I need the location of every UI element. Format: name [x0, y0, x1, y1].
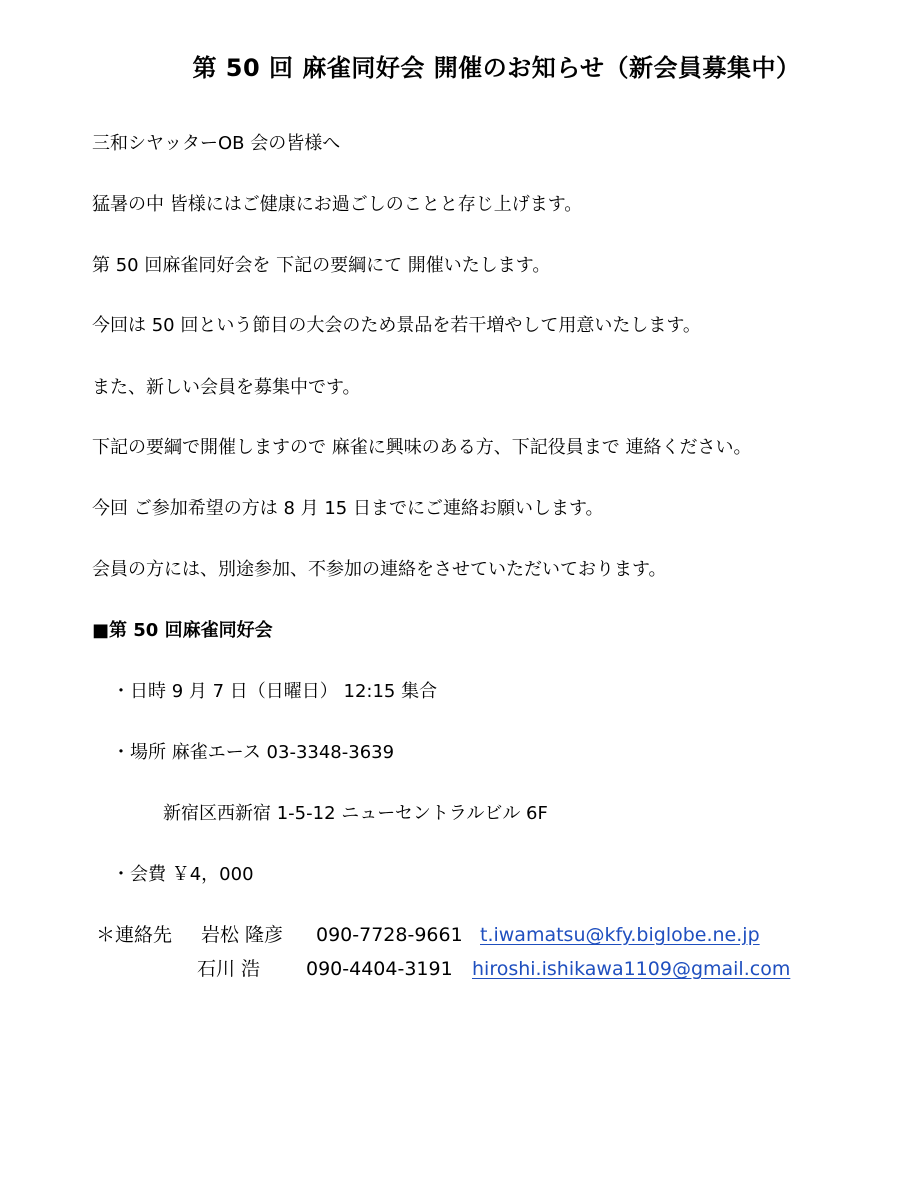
detail-place: ・場所 麻雀エース 03-3348-3639 — [112, 742, 395, 763]
paragraph-recruiting: また、新しい会員を募集中です。 — [92, 377, 361, 398]
greeting: 三和シヤッターOB 会の皆様へ — [92, 133, 341, 154]
detail-fee: ・会費 ￥4，000 — [112, 864, 254, 885]
detail-datetime: ・日時 9 月 7 日（日曜日） 12:15 集合 — [112, 681, 438, 702]
contact-email-link[interactable]: t.iwamatsu@kfy.biglobe.ne.jp — [480, 924, 760, 946]
contact-label: ＊連絡先 — [96, 924, 173, 946]
contact-name: 岩松 隆彦 — [201, 924, 284, 946]
detail-address: 新宿区西新宿 1-5-12 ニューセントラルビル 6F — [163, 803, 548, 824]
paragraph-announcement: 第 50 回麻雀同好会を 下記の要綱にて 開催いたします。 — [92, 255, 551, 276]
paragraph-members-note: 会員の方には、別途参加、不参加の連絡をさせていただいております。 — [92, 559, 667, 580]
paragraph-prizes: 今回は 50 回という節目の大会のため景品を若干増やして用意いたします。 — [92, 315, 701, 336]
section-heading: ■第 50 回麻雀同好会 — [92, 620, 273, 641]
contact-email-link[interactable]: hiroshi.ishikawa1109@gmail.com — [472, 958, 791, 980]
paragraph-deadline: 今回 ご参加希望の方は 8 月 15 日までにご連絡お願いします。 — [92, 498, 604, 519]
paragraph-contact-request: 下記の要綱で開催しますので 麻雀に興味のある方、下記役員まで 連絡ください。 — [92, 437, 752, 458]
page-title: 第 50 回 麻雀同好会 開催のお知らせ（新会員募集中） — [192, 54, 801, 82]
contact-phone: 090-4404-3191 — [306, 958, 453, 980]
contact-name: 石川 浩 — [197, 958, 261, 980]
contact-phone: 090-7728-9661 — [316, 924, 463, 946]
paragraph-greeting-health: 猛暑の中 皆様にはご健康にお過ごしのことと存じ上げます。 — [92, 194, 583, 215]
